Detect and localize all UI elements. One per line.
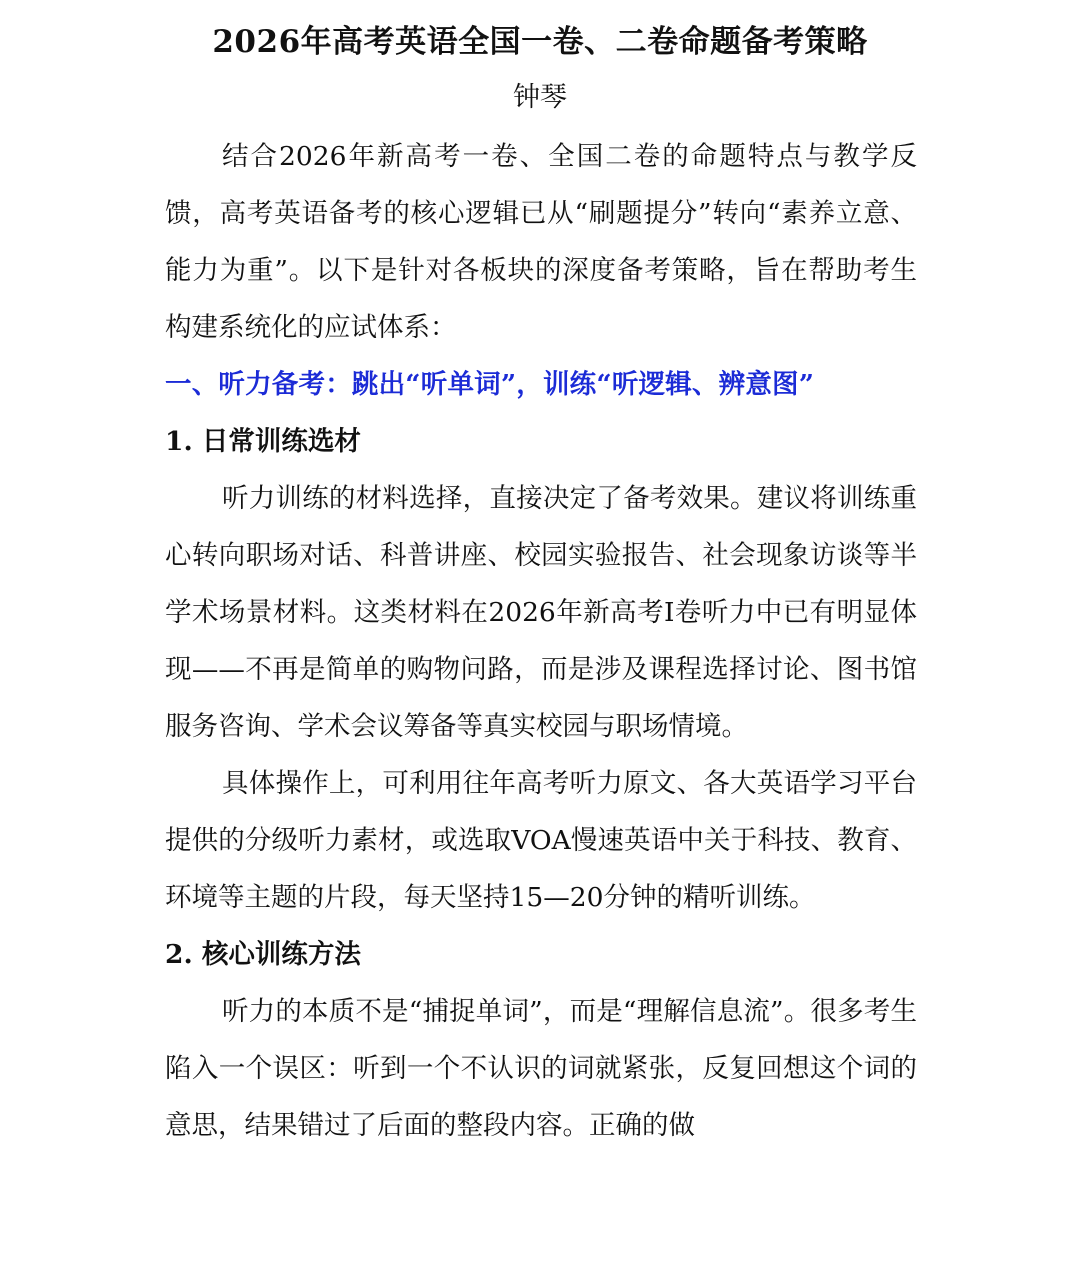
- intro-paragraph: 结合2026年新高考一卷、全国二卷的命题特点与教学反馈，高考英语备考的核心逻辑已从“刷题提分”转向“素养立意、能力为重”。以下是针对各板块的深度备考策略，旨在帮助考生构建系统化的应试体系：: [165, 141, 917, 343]
- paragraph-material-choice: 听力训练的材料选择，直接决定了备考效果。建议将训练重心转向职场对话、科普讲座、校园实验报告、社会现象访谈等半学术场景材料。这类材料在2026年新高考I卷听力中已有明显体现——不再是简单的购物问路，而是涉及课程选择讨论、图书馆服务咨询、学术会议筹备等真实校园与职场情境。: [165, 483, 917, 742]
- section-heading-listening: 一、听力备考：跳出“听单词”，训练“听逻辑、辨意图”: [165, 369, 815, 400]
- paragraph-practice-method: 具体操作上，可利用往年高考听力原文、各大英语学习平台提供的分级听力素材，或选取VOA慢速英语中关于科技、教育、环境等主题的片段，每天坚持15—20分钟的精听训练。: [165, 768, 917, 913]
- paragraph-listening-essence: 听力的本质不是“捕捉单词”，而是“理解信息流”。很多考生陷入一个误区：听到一个不认识的词就紧张，反复回想这个词的意思，结果错过了后面的整段内容。正确的做: [165, 996, 917, 1141]
- document-body: [165, 128, 917, 1154]
- document-author: 钟琴: [513, 82, 567, 113]
- subheading-core-method: 2. 核心训练方法: [165, 939, 361, 970]
- document-title: 2026年高考英语全国一卷、二卷命题备考策略: [212, 24, 868, 60]
- subheading-material-selection: 1. 日常训练选材: [165, 426, 361, 457]
